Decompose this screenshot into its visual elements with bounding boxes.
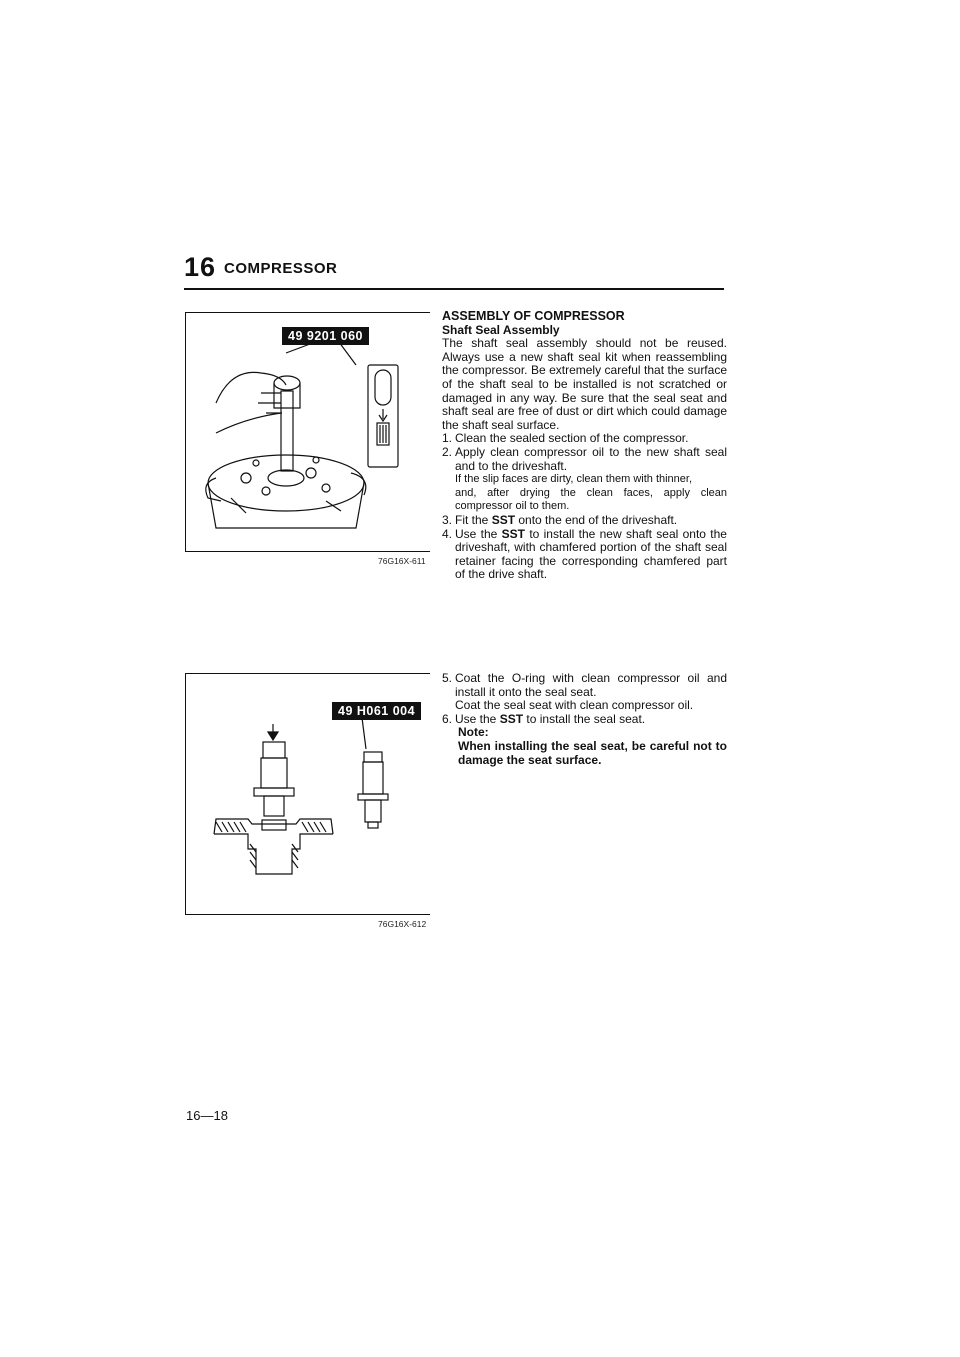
sst-term: SST [499,711,524,726]
step-4: 4. Use the SST to install the new shaft seal onto the driveshaft, with chamfered portion of the shaft seal retainer facing the corresponding chamfered part of the drive shaft. [442,526,727,582]
step-6: 6. Use the SST to install the seal seat. [442,711,646,726]
assembly-text [442,310,727,582]
sst-term: SST [501,526,525,541]
sst-label: 49 H061 004 [332,702,421,720]
section-title: ASSEMBLY OF COMPRESSOR [442,309,625,323]
note-label: Note: [458,725,489,740]
figure-code: 76G16X-611 [378,556,426,566]
sst-label: 49 9201 060 [282,327,369,345]
step-2-detail-b: and, after drying the clean faces, apply clean compressor oil to them. [455,486,727,513]
step-5-detail: Coat the seal seat with clean compressor oil. [455,698,694,713]
step-1: 1. Clean the sealed section of the compressor. [442,431,689,446]
sst-term: SST [491,512,516,527]
chapter-title: COMPRESSOR [224,260,338,277]
page-number: 16—18 [186,1108,228,1123]
compressor-shaft-seal-illustration [186,313,430,551]
chapter-number: 16 [184,252,217,282]
seal-seat-text [442,672,727,767]
figure-seal-seat-install [185,673,430,929]
note-text: When installing the seal seat, be careful not to damage the seat surface. [458,738,727,767]
step-2-detail-a: If the slip faces are dirty, clean them with thinner, [455,473,693,486]
figure-code: 76G16X-612 [378,919,427,929]
figure-shaft-seal-install [185,312,430,566]
step-2: 2. Apply clean compressor oil to the new shaft seal and to the driveshaft. [442,444,727,473]
step-5: 5. Coat the O-ring with clean compressor oil and install it onto the seal seat. [442,671,727,699]
intro-paragraph: The shaft seal assembly should not be reused. Always use a new shaft seal kit when reassembling the compressor. Be extremely careful that the surface of the shaft seal to be installed is not scratched or damaged in any way. Be sure that the seal seat and shaft seal are free of dust or dirt which could damage the shaft seal surface. [442,336,727,432]
section-subtitle: Shaft Seal Assembly [442,322,560,337]
header-rule [184,288,724,290]
step-3: 3. Fit the SST onto the end of the driveshaft. [442,512,678,527]
